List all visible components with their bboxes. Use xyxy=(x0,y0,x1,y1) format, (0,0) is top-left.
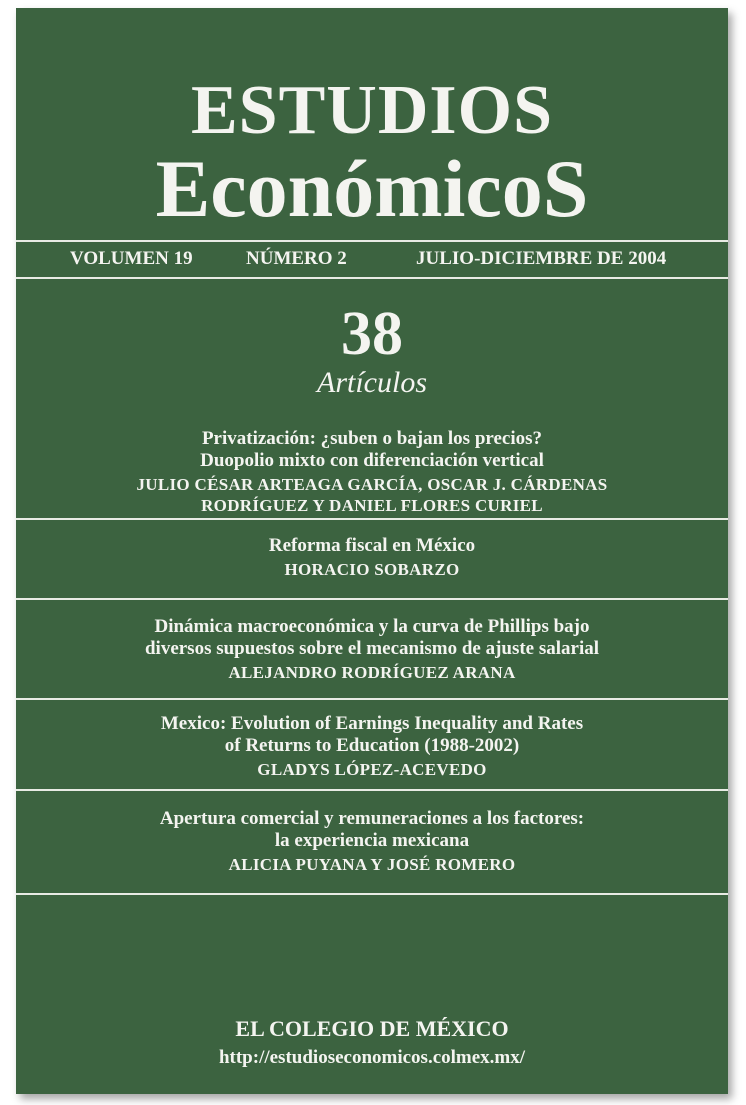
period-label: JULIO-DICIEMBRE DE 2004 xyxy=(416,248,667,269)
article-authors: ALEJANDRO RODRÍGUEZ ARANA xyxy=(228,663,516,682)
divider-article-2 xyxy=(16,598,728,600)
article-title: Mexico: Evolution of Earnings Inequality and Rates of Returns to Education (1988-2002) xyxy=(160,713,584,756)
article-4 xyxy=(36,713,708,780)
number-label: NÚMERO 2 xyxy=(246,248,347,269)
section-label: Artículos xyxy=(317,366,427,399)
divider-article-1 xyxy=(16,518,728,520)
journal-cover xyxy=(16,8,728,1094)
article-title: Apertura comercial y remuneraciones a los factores: la experiencia mexicana xyxy=(159,808,585,851)
article-title: Reforma fiscal en México xyxy=(268,535,476,556)
publisher-name: EL COLEGIO DE MÉXICO xyxy=(235,1016,509,1041)
article-title: Dinámica macroeconómica y la curva de Phillips bajo diversos supuestos sobre el mecanismo de ajuste salarial xyxy=(144,616,600,659)
article-authors: JULIO CÉSAR ARTEAGA GARCÍA, OSCAR J. CÁRDENAS RODRÍGUEZ Y DANIEL FLORES CURIEL xyxy=(136,475,608,515)
article-authors: HORACIO SOBARZO xyxy=(284,560,460,579)
journal-url: http://estudioseconomicos.colmex.mx/ xyxy=(218,1047,526,1068)
issue-number: 38 xyxy=(341,300,403,368)
article-authors: ALICIA PUYANA Y JOSÉ ROMERO xyxy=(228,855,516,874)
divider-top xyxy=(16,240,728,242)
article-1 xyxy=(36,428,708,516)
divider-article-4 xyxy=(16,789,728,791)
divider-article-5 xyxy=(16,893,728,895)
article-5 xyxy=(36,808,708,875)
article-2 xyxy=(36,535,708,580)
volume-label: VOLUMEN 19 xyxy=(70,248,193,269)
issue-info-row xyxy=(16,248,728,272)
article-3 xyxy=(36,616,708,683)
article-authors: GLADYS LÓPEZ-ACEVEDO xyxy=(257,760,487,779)
divider-issue xyxy=(16,277,728,279)
divider-article-3 xyxy=(16,698,728,700)
journal-title-line1: ESTUDIOS xyxy=(190,72,554,149)
journal-title-line2: EconómicoS xyxy=(155,143,589,234)
article-title: Privatización: ¿suben o bajan los precios? Duopolio mixto con diferenciación vertical xyxy=(200,428,544,471)
